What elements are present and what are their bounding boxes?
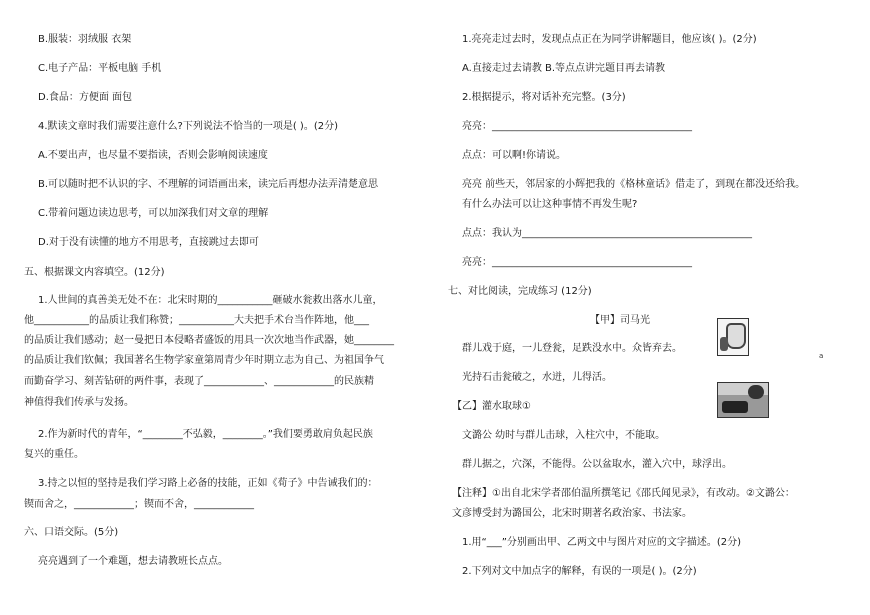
s5-q1-line5: 而勤奋学习、刻苦钻研的两件事，表现了____________、____________的民族精	[24, 376, 374, 387]
q4-option-d: D.对于没有读懂的地方不用思考，直接跳过去即可	[38, 237, 259, 248]
s6-q2: 2.根据提示，将对话补充完整。(3分)	[462, 92, 626, 103]
option-b-clothing: B.服装：羽绒服 衣架	[38, 34, 132, 45]
section-7-heading: 七、对比阅读，完成练习 (12分)	[448, 286, 592, 297]
s6-intro: 亮亮遇到了一个难题，想去请教班长点点。	[38, 556, 228, 567]
section-5-heading: 五、根据课文内容填空。(12分)	[24, 267, 165, 278]
s5-q1-line3: 的品质让我们感动；赵一曼把日本侵略者盛饭的用具一次次地当作武器，她________	[24, 335, 394, 346]
q4-option-a: A.不要出声，也尽量不要指读，否则会影响阅读速度	[38, 150, 268, 161]
s7-q2: 2.下列对文中加点字的解释，有误的一项是( )。(2分)	[462, 566, 697, 577]
water-jar-shape	[726, 323, 746, 349]
s6-q1-options: A.直接走过去请教 B.等点点讲完题目再去请教	[462, 63, 666, 74]
dialog-liangliang-3: 亮亮：________________________________________	[462, 257, 692, 268]
option-d-food: D.食品：方便面 面包	[38, 92, 133, 103]
scene-tree-shape	[748, 385, 764, 399]
scene-kids-shape	[722, 401, 748, 413]
dialog-liangliang-2: 亮亮 前些天，邻居家的小辉把我的《格林童话》借走了，到现在都没还给我。	[462, 179, 806, 190]
s5-q1-line6: 神值得我们传承与发扬。	[24, 397, 134, 408]
s5-q3-line2: 锲而舍之，____________；锲而不舍，____________	[24, 499, 254, 510]
passage-jia-title: 【甲】司马光	[590, 315, 650, 326]
passage-yi-title: 【乙】灌水取球①	[452, 401, 531, 412]
dialog-diandian-2: 点点：我认为______________________________________________	[462, 228, 752, 239]
s5-q1-line4: 的品质让我们钦佩；我国著名生物学家童第周青少年时期立志为自己、为祖国争气	[24, 355, 384, 366]
q4-option-b: B.可以随时把不认识的字、不理解的词语画出来，读完后再想办法弄清楚意思	[38, 179, 379, 190]
q4-option-c: C.带着问题边读边思考，可以加深我们对文章的理解	[38, 208, 269, 219]
dialog-liangliang-1: 亮亮：________________________________________	[462, 121, 692, 132]
s7-q1: 1.用“___”分别画出甲、乙两文中与图片对应的文字描述。(2分)	[462, 537, 742, 548]
question-4: 4.默读文章时我们需要注意什么?下列说法不恰当的一项是( )。(2分)	[38, 121, 338, 132]
passage-jia-line1: 群儿戏于庭，一儿登瓮，足跌没水中。众皆弃去。	[462, 343, 682, 354]
option-c-electronics: C.电子产品：平板电脑 手机	[38, 63, 162, 74]
child-figure-shape	[720, 337, 728, 351]
section-6-heading: 六、口语交际。(5分)	[24, 527, 119, 538]
s5-q1-line1: 1.人世间的真善美无处不在：北宋时期的___________砸破水瓮救出落水儿童，	[38, 295, 383, 306]
dialog-liangliang-2-cont: 有什么办法可以让这种事情不再发生呢?	[462, 199, 638, 210]
dialog-diandian-1: 点点：可以啊!你请说。	[462, 150, 567, 161]
stray-mark: a	[819, 352, 824, 360]
passage-yi-line1: 文潞公 幼时与群儿击球，入柱穴中，不能取。	[462, 430, 666, 441]
s5-q1-line2: 他___________的品质让我们称赞；___________大夫把手术台当作阵地，他___	[24, 315, 369, 326]
s5-q2-line2: 复兴的重任。	[24, 449, 84, 460]
sima-guang-illustration	[717, 318, 749, 356]
ball-in-hole-illustration	[717, 382, 769, 418]
s5-q2-line1: 2.作为新时代的青年，“________不弘毅，________。”我们要勇敢肩负起民族	[38, 429, 373, 440]
passage-jia-line2: 光持石击瓮破之，水迸，儿得活。	[462, 372, 612, 383]
s6-q1: 1.亮亮走过去时，发现点点正在为同学讲解题目，他应该( )。(2分)	[462, 34, 757, 45]
notes-line2: 文彦博受封为潞国公，北宋时期著名政治家、书法家。	[452, 508, 692, 519]
notes-line1: 【注释】①出自北宋学者邵伯温所撰笔记《邵氏闻见录》，有改动。②文潞公：	[452, 488, 795, 499]
passage-yi-line2: 群儿据之，穴深，不能得。公以盆取水，灌入穴中，球浮出。	[462, 459, 732, 470]
s5-q3-line1: 3.持之以恒的坚持是我们学习路上必备的技能，正如《荀子》中告诫我们的：	[38, 478, 378, 489]
